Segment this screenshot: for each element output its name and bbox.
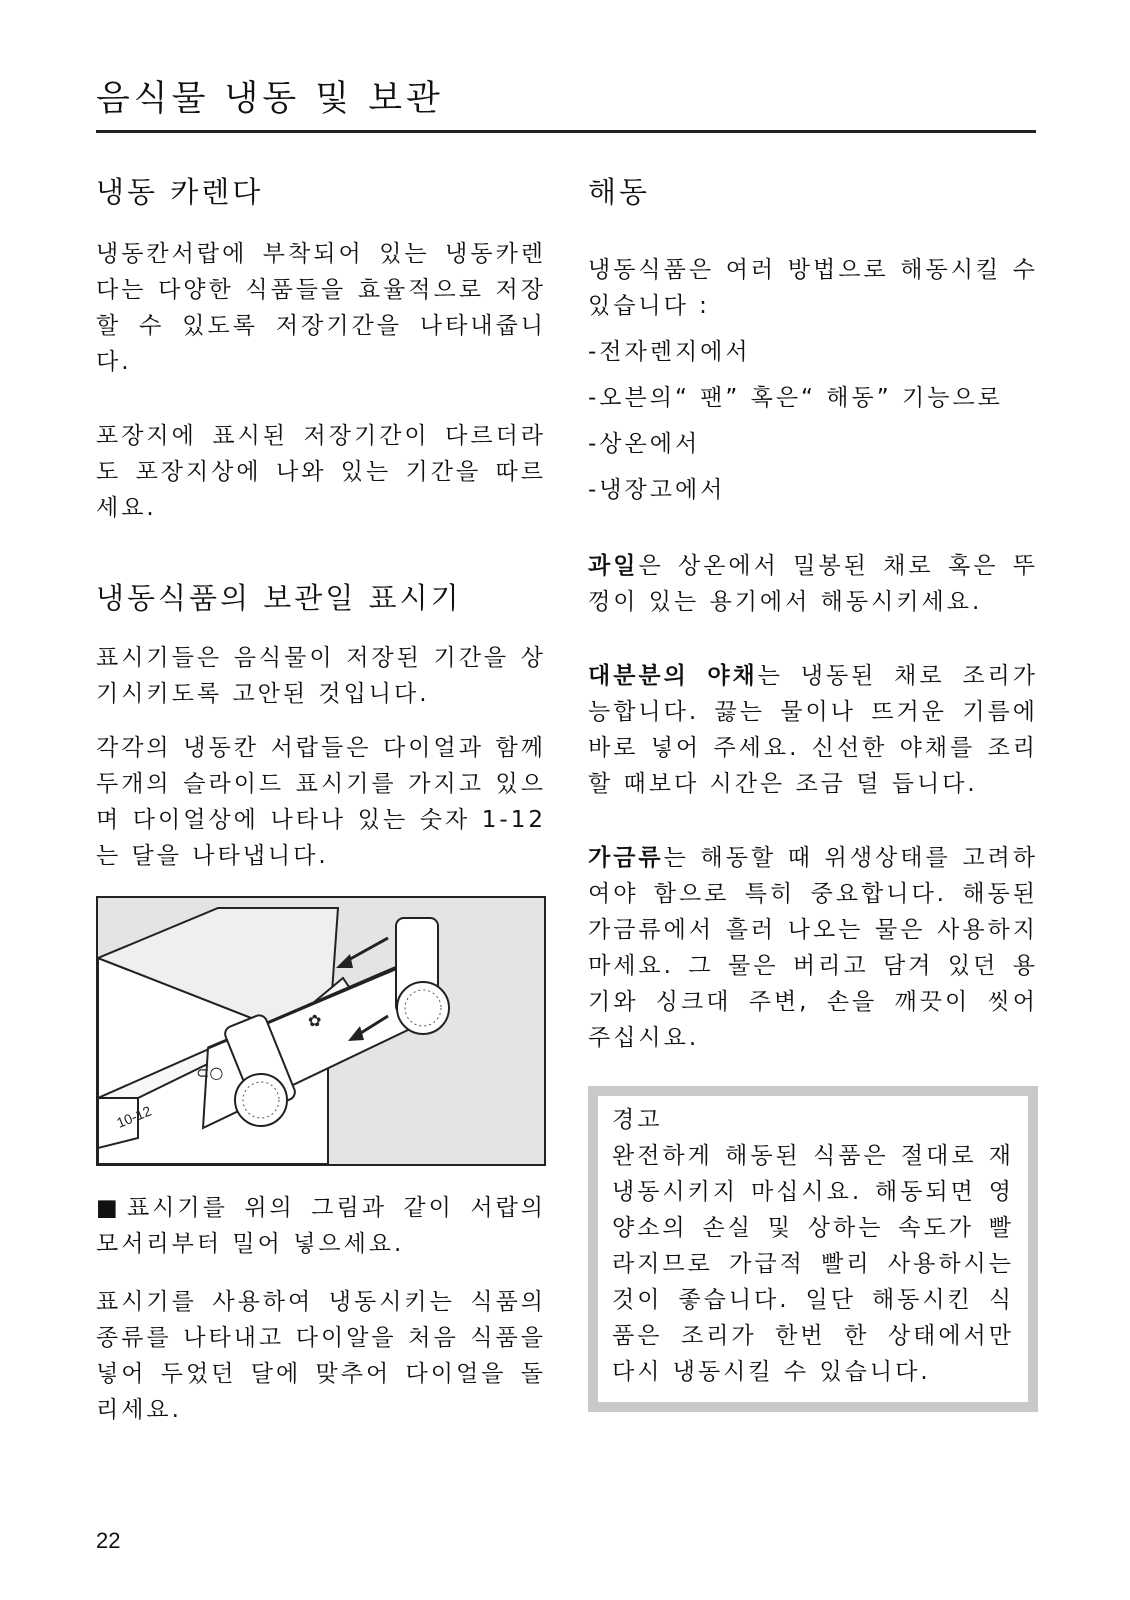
- page-number: 22: [96, 1528, 121, 1553]
- indicator-heading: 냉동식품의 보관일 표시기: [96, 581, 462, 615]
- calendar-paragraph-2: 포장지에 표시된 저장기간이 다르더라도 포장지상에 나와 있는 기간을 따르세요.: [96, 423, 546, 521]
- warning-text: 완전하게 해동된 식품은 절대로 재냉동시키지 마십시요. 해동되면 영양소의 손실 및 상하는 속도가 빨라지므로 가급적 빨리 사용하시는 것이 좋습니다. 일단 해동시킨 식품은 조리가 한번 한 상태에서만 다시 냉동시킬 수 있습니다.: [612, 1143, 1014, 1385]
- arrow-upper-head: [336, 954, 353, 968]
- thaw-method-1: -전자렌지에서: [588, 339, 751, 365]
- drawer-indicator-illustration: [96, 896, 546, 1166]
- drawer-illustration-svg: [98, 898, 544, 1164]
- left-column: [96, 170, 546, 1428]
- vegetable-text: 는 냉동된 채로 조리가 능합니다. 끓는 물이나 뜨거운 기름에 바로 넣어 주세요. 신선한 야채를 조리할 때보다 시간은 조금 덜 듭니다.: [588, 663, 1038, 797]
- vegetable-term: 대분분의 야채: [588, 663, 758, 689]
- warning-box-inner: [598, 1096, 1028, 1402]
- bullet-marker: ■: [96, 1195, 127, 1221]
- carrot-icon: ✿: [308, 1011, 322, 1030]
- thaw-method-2: -오븐의“ 팬” 혹은“ 해동” 기능으로: [588, 385, 1003, 411]
- bullet-instruction: [96, 1190, 546, 1262]
- vegetable-paragraph: [588, 658, 1038, 802]
- indicator-paragraph-3: 표시기를 사용하여 냉동시키는 식품의 종류를 나타내고 다이알을 처음 식품을 넣어 두었던 달에 맞추어 다이얼을 돌리세요.: [96, 1289, 546, 1423]
- poultry-paragraph: [588, 840, 1038, 1056]
- bullet-text: 표시기를 위의 그림과 같이 서랍의 모서리부터 밀어 넣으세요.: [96, 1195, 547, 1257]
- calendar-heading: 냉동 카렌다: [96, 175, 264, 209]
- right-column: [588, 170, 1038, 1412]
- month-label: 10-12: [114, 1102, 154, 1131]
- warning-box: [588, 1086, 1038, 1412]
- calendar-paragraph-1: 냉동칸서랍에 부착되어 있는 냉동카렌다는 다양한 식품들을 효율적으로 저장할 수 있도록 저장기간을 나타내줍니다.: [96, 241, 546, 375]
- warning-title: 경고: [612, 1107, 663, 1133]
- fruit-text: 은 상온에서 밀봉된 채로 혹은 뚜껑이 있는 용기에서 해동시키세요.: [588, 553, 1038, 615]
- thaw-method-4: -냉장고에서: [588, 477, 726, 503]
- fruit-term: 과일: [588, 553, 639, 579]
- page-title: 음식물 냉동 및 보관: [96, 72, 1036, 133]
- thaw-intro: 냉동식품은 여러 방법으로 해동시킬 수 있습니다 :: [588, 257, 1038, 319]
- thaw-heading: 해동: [588, 175, 651, 209]
- indicator-paragraph-1: 표시기들은 음식물이 저장된 기간을 상기시키도록 고안된 것입니다.: [96, 645, 546, 707]
- fruit-paragraph: [588, 548, 1038, 620]
- fish-icon: ⊂○: [196, 1063, 224, 1082]
- thaw-method-3: -상온에서: [588, 431, 701, 457]
- indicator-paragraph-2: 각각의 냉동칸 서랍들은 다이얼과 함께 두개의 슬라이드 표시기를 가지고 있으며 다이얼상에 나타나 있는 숫자 1-12는 달을 나타냅니다.: [96, 735, 546, 869]
- poultry-term: 가금류: [588, 845, 664, 871]
- poultry-text: 는 해동할 때 위생상태를 고려하여야 함으로 특히 중요합니다. 해동된 가금류에서 흘러 나오는 물은 사용하지 마세요. 그 물은 버리고 담겨 있던 용기와 싱크대 주변, 손을 깨끗이 씻어 주십시요.: [588, 845, 1038, 1051]
